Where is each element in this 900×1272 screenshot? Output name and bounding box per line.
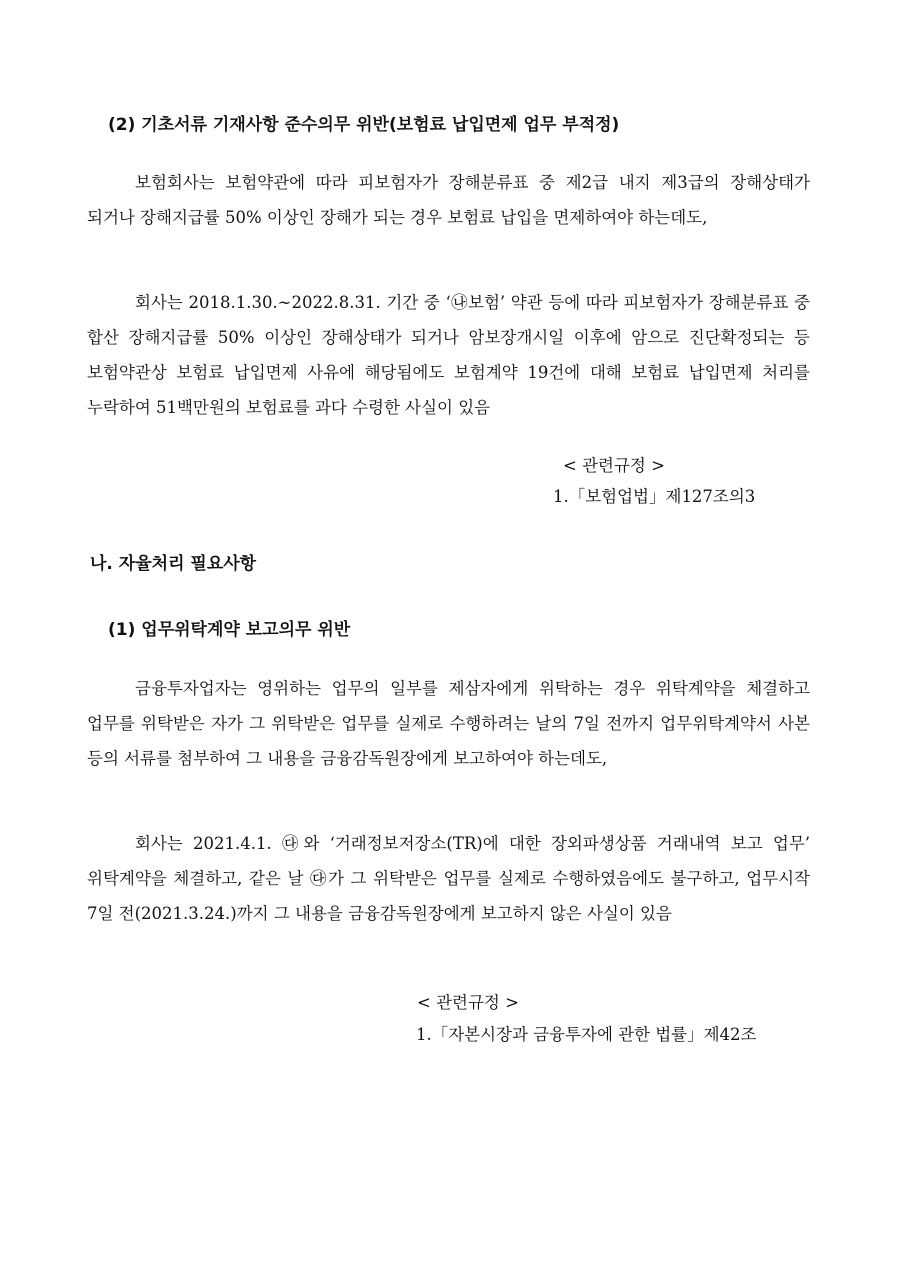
section-subheading-1: (1) 업무위탁계약 보고의무 위반 — [108, 620, 351, 640]
section-heading-na: 나. 자율처리 필요사항 — [90, 554, 257, 574]
paragraph-violation-finding: 회사는 2018.1.30.∼2022.8.31. 기간 중 ‘㉯보험’ 약관 등에 따라 피보험자가 장해분류표 중 합산 장해지급률 50% 이상인 장해상태가 되거나 암보장개시일 이후에 암으로 진단확정되는 등 보험약관상 보험료 납입면제 사유에 해당됨에도 보험계약 19건에 대해 보험료 납입면제 처리를 누락하여 51백만원의 보험료를 과다 수령한 사실이 있음 — [87, 293, 810, 417]
paragraph-outsourcing-obligation: 금융투자업자는 영위하는 업무의 일부를 제삼자에게 위탁하는 경우 위탁계약을 체결하고 업무를 위탁받은 자가 그 위탁받은 업무를 실제로 수행하려는 날의 7일 전까지 업무위탁계약서 사본 등의 서류를 첨부하여 그 내용을 금융감독원장에게 보고하여야 하는데도, — [87, 679, 810, 768]
paragraph-insurer-obligation: 보험회사는 보험약관에 따라 피보험자가 장해분류표 중 제2급 내지 제3급의 장해상태가 되거나 장해지급률 50% 이상인 장해가 되는 경우 보험료 납입을 면제하여야 하는데도, — [87, 173, 810, 227]
related-regulation-item: 1.「보험업법」제127조의3 — [553, 487, 756, 506]
related-regulation-item-2: 1.「자본시장과 금융투자에 관한 법률」제42조 — [416, 1025, 757, 1044]
related-regulation-title-2: < 관련규정 > — [417, 993, 519, 1012]
section-heading-2: (2) 기초서류 기재사항 준수의무 위반(보험료 납입면제 업무 부적정) — [108, 115, 620, 135]
paragraph-outsourcing-finding: 회사는 2021.4.1. ㉰와 ‘거래정보저장소(TR)에 대한 장외파생상품 거래내역 보고 업무’ 위탁계약을 체결하고, 같은 날 ㉰가 그 위탁받은 업무를 실제로 수행하였음에도 불구하고, 업무시작 7일 전(2021.3.24.)까지 그 내용을 금융감독원장에게 보고하지 않은 사실이 있음 — [87, 834, 810, 923]
related-regulation-title: < 관련규정 > — [563, 456, 665, 475]
